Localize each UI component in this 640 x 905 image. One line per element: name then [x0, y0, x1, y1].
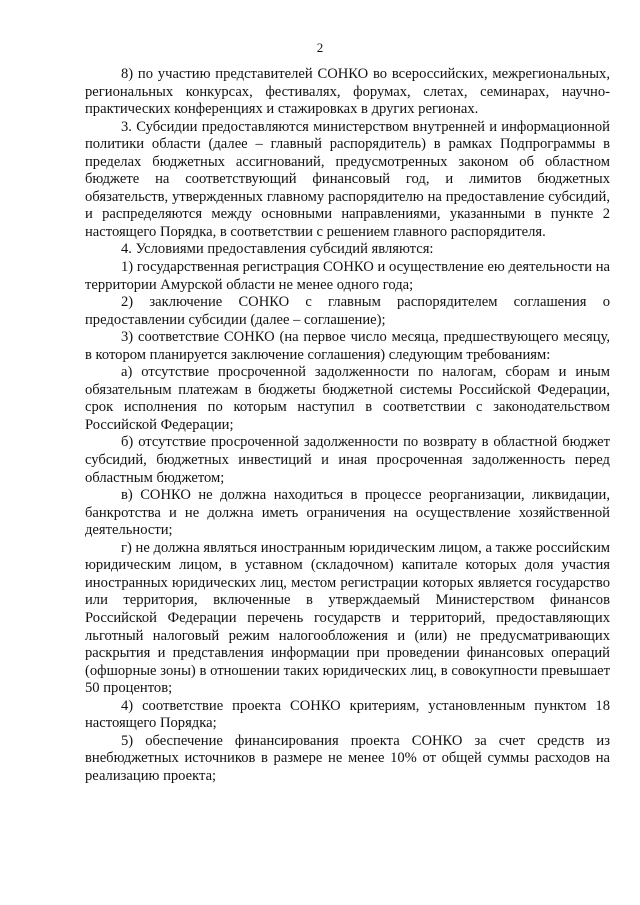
paragraph-requirement-a: а) отсутствие просроченной задолженности по налогам, сборам и иным обязательным платежам в бюджеты бюджетной системы Российской Федерации, срок исполнения по которым наступил в соответствии с законодательством Российской Федерации; [85, 364, 610, 433]
paragraph-requirement-b: б) отсутствие просроченной задолженности по возврату в областной бюджет субсидий, бюджетных инвестиций и иная просроченная задолженность перед областным бюджетом; [85, 434, 610, 486]
page-number: 2 [316, 40, 324, 55]
document-body [85, 66, 610, 785]
paragraph-condition-4: 4) соответствие проекта СОНКО критериям, установленным пунктом 18 настоящего Порядка; [85, 697, 610, 732]
paragraph-requirement-v: в) СОНКО не должна находиться в процессе реорганизации, ликвидации, банкротства и не должна иметь ограничения на осуществление хозяйственной деятельности; [85, 487, 610, 539]
paragraph-requirement-g: г) не должна являться иностранным юридическим лицом, а также российским юридическим лицом, в уставном (складочном) капитале которых доля участия иностранных юридических лиц, местом регистрации которых является государство или территория, включенные в утверждаемый Министерством финансов Российской Федерации перечень государств и территорий, предоставляющих льготный налоговый режим налогообложения и (или) не предусматривающих раскрытия и представления информации при проведении финансовых операций (офшорные зоны) в отношении таких юридических лиц, в совокупности превышает 50 процентов; [85, 539, 610, 697]
paragraph-condition-3: 3) соответствие СОНКО (на первое число месяца, предшествующего месяцу, в котором планируется заключение соглашения) следующим требованиям: [85, 329, 610, 363]
paragraph-condition-1: 1) государственная регистрация СОНКО и осуществление ею деятельности на территории Амурской области не менее одного года; [85, 259, 610, 293]
paragraph-item-8: 8) по участию представителей СОНКО во всероссийских, межрегиональных, региональных конкурсах, фестивалях, форумах, слетах, семинарах, научно-практических конференциях и стажировках в других регионах. [85, 66, 610, 118]
paragraph-condition-2: 2) заключение СОНКО с главным распорядителем соглашения о предоставлении субсидии (далее – соглашение); [85, 294, 610, 328]
paragraph-clause-4: 4. Условиями предоставления субсидий являются: [121, 241, 434, 258]
paragraph-condition-5: 5) обеспечение финансирования проекта СОНКО за счет средств из внебюджетных источников в размере не менее 10% от общей суммы расходов на реализацию проекта; [85, 732, 610, 784]
paragraph-clause-3: 3. Субсидии предоставляются министерством внутренней и информационной политики области (далее – главный распорядитель) в рамках Подпрограммы в пределах бюджетных ассигнований, предусмотренных законом об областном бюджете на соответствующий финансовый год, и лимитов бюджетных обязательств, утвержденных главному распорядителю на предоставление субсидий, и распределяются между основными направлениями, указанными в пункте 2 настоящего Порядка, в соответствии с решением главного распорядителя. [85, 118, 610, 240]
